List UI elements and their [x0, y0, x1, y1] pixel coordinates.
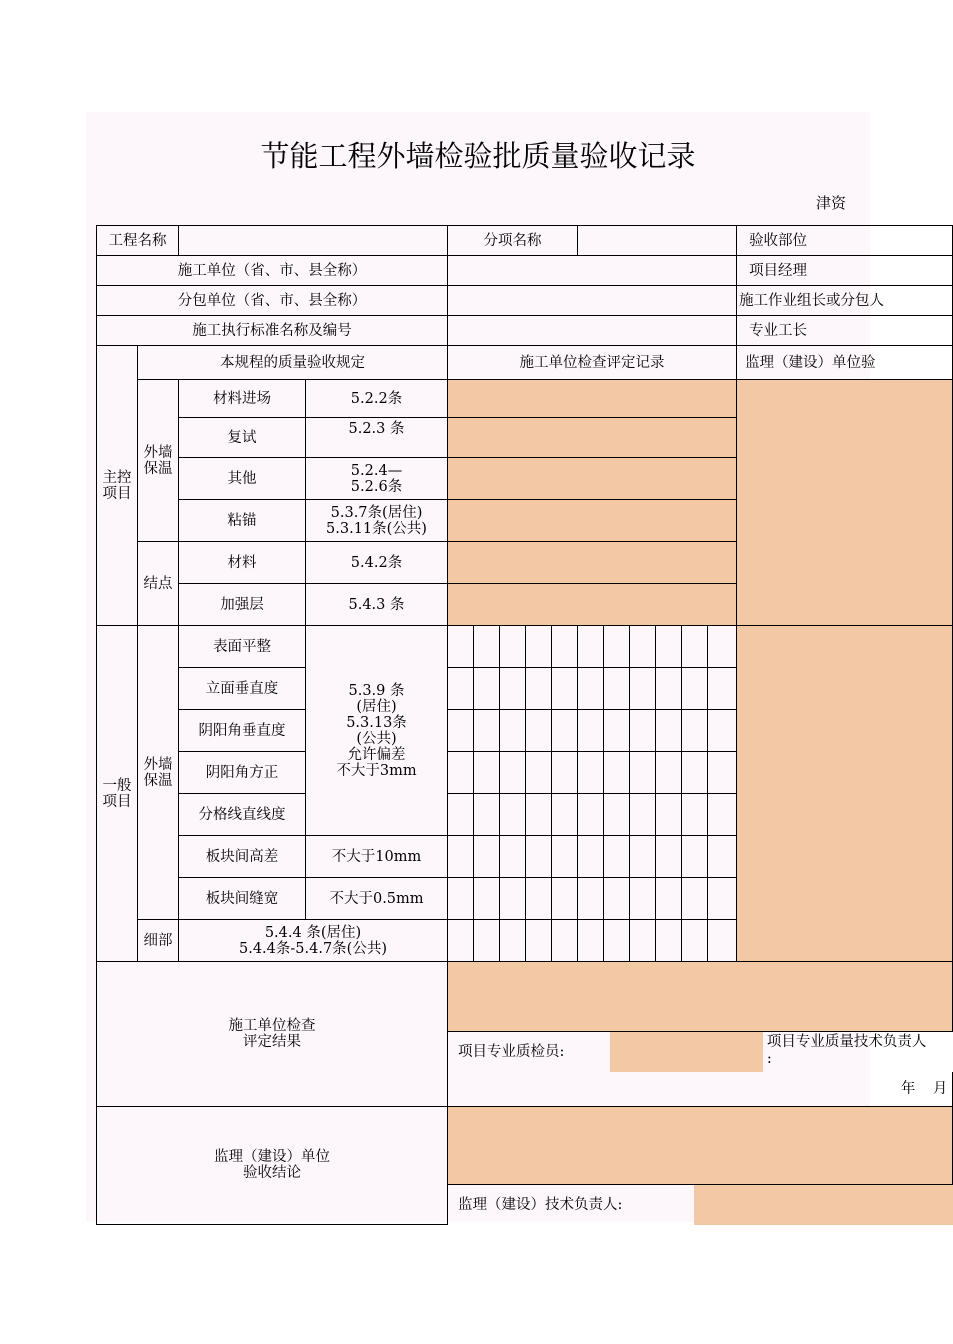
measure-cell[interactable]	[656, 794, 682, 836]
year-label: 年	[900, 1080, 916, 1097]
tech-lead-label	[763, 1032, 953, 1072]
project-name-field[interactable]	[179, 226, 448, 256]
supervisor-result-label-line: 监理（建设）单位	[214, 1149, 330, 1166]
detail-clause-line: 5.4.4 条(居住)	[264, 924, 362, 941]
acceptance-table	[96, 225, 953, 1225]
tolerance-line: (公共)	[356, 730, 397, 747]
main-item-clause-line: 5.2.6条	[350, 478, 403, 495]
measure-cell[interactable]	[448, 836, 474, 878]
main-row	[97, 380, 953, 418]
measure-cell[interactable]	[448, 668, 474, 710]
measure-cell[interactable]	[656, 836, 682, 878]
tolerance-line: 不大于3mm	[336, 762, 417, 779]
main-item-name: 材料进场	[179, 380, 306, 418]
measure-cell[interactable]	[552, 836, 578, 878]
supervisor-sign-line	[448, 1185, 953, 1225]
main-item-clause	[306, 458, 448, 500]
measure-cell[interactable]	[682, 752, 708, 794]
main-item-record[interactable]	[448, 418, 737, 458]
main-item-clause: 5.4.2条	[306, 542, 448, 584]
supervisor-result-row	[97, 1106, 953, 1184]
measure-cell[interactable]	[708, 878, 737, 920]
measure-cell[interactable]	[526, 878, 552, 920]
measure-cell[interactable]	[500, 794, 526, 836]
measure-cell[interactable]	[604, 920, 630, 962]
measure-cell[interactable]	[526, 920, 552, 962]
main-wall-group-label: 外墙保温	[138, 380, 179, 542]
main-item-name: 材料	[179, 542, 306, 584]
general-item-name: 立面垂直度	[179, 668, 306, 710]
measure-cell[interactable]	[526, 668, 552, 710]
spec-header: 本规程的质量验收规定	[138, 346, 448, 380]
measure-cell[interactable]	[630, 626, 656, 668]
measure-cell[interactable]	[526, 836, 552, 878]
main-item-record[interactable]	[448, 458, 737, 500]
measure-cell[interactable]	[578, 668, 604, 710]
measure-cell[interactable]	[604, 878, 630, 920]
measure-cell[interactable]	[578, 920, 604, 962]
measure-cell[interactable]	[474, 836, 500, 878]
measure-cell[interactable]	[526, 752, 552, 794]
measure-cell[interactable]	[526, 794, 552, 836]
supervisor-result-label	[97, 1106, 448, 1225]
contractor-result-label-line: 施工单位检查	[228, 1017, 316, 1034]
supervisor-result-label-line: 验收结论	[243, 1165, 301, 1182]
tolerance-line: 5.3.13条	[346, 714, 407, 731]
measure-cell[interactable]	[500, 836, 526, 878]
measure-cell[interactable]	[500, 878, 526, 920]
header-row-2	[97, 256, 953, 286]
supervisor-header: 监理（建设）单位验	[737, 346, 953, 380]
subcontractor-field[interactable]	[448, 286, 737, 316]
supervisor-tech-label: 监理（建设）技术负责人:	[458, 1196, 623, 1213]
measure-cell[interactable]	[552, 668, 578, 710]
measure-cell[interactable]	[604, 836, 630, 878]
measure-cell[interactable]	[630, 794, 656, 836]
standard-label: 施工执行标准名称及编号	[97, 316, 448, 346]
measure-cell[interactable]	[578, 836, 604, 878]
contractor-sign-cell	[448, 1032, 953, 1073]
measure-cell[interactable]	[682, 626, 708, 668]
measure-cell[interactable]	[474, 878, 500, 920]
general-gap-height-clause: 不大于10mm	[306, 836, 448, 878]
main-item-clause: 5.2.3 条	[306, 418, 448, 458]
main-item-name: 粘锚	[179, 500, 306, 542]
main-item-clause: 5.2.2条	[306, 380, 448, 418]
measure-cell[interactable]	[500, 626, 526, 668]
measure-cell[interactable]	[604, 752, 630, 794]
contractor-result-row	[97, 962, 953, 1032]
measure-cell[interactable]	[708, 920, 737, 962]
foreman-label: 专业工长	[737, 316, 953, 346]
measure-cell[interactable]	[474, 668, 500, 710]
column-header-row	[97, 346, 953, 380]
measure-cell[interactable]	[682, 794, 708, 836]
measure-cell[interactable]	[708, 836, 737, 878]
contractor-date	[448, 1072, 953, 1106]
supervisor-sign-cell	[448, 1184, 953, 1225]
measure-cell[interactable]	[708, 752, 737, 794]
measure-cell[interactable]	[656, 752, 682, 794]
measure-cell[interactable]	[448, 710, 474, 752]
measure-cell[interactable]	[526, 626, 552, 668]
inspector-signature-field[interactable]	[610, 1032, 762, 1072]
general-item-name: 板块间缝宽	[179, 878, 306, 920]
measure-cell[interactable]	[630, 752, 656, 794]
header-row-3	[97, 286, 953, 316]
project-manager-label: 项目经理	[737, 256, 953, 286]
measure-cell[interactable]	[682, 710, 708, 752]
contractor-record-header: 施工单位检查评定记录	[448, 346, 737, 380]
header-row-1	[97, 226, 953, 256]
main-items-label: 主控项目	[97, 346, 138, 626]
tech-lead-label-line: :	[766, 1051, 772, 1067]
contractor-sign-line	[448, 1032, 953, 1072]
contractor-result-label-line: 评定结果	[243, 1033, 301, 1050]
contractor-result-label	[97, 962, 448, 1107]
measure-cell[interactable]	[552, 752, 578, 794]
form-code: 津资	[815, 194, 846, 212]
measure-cell[interactable]	[578, 710, 604, 752]
subcontractor-label: 分包单位（省、市、县全称）	[97, 286, 448, 316]
measure-cell[interactable]	[552, 920, 578, 962]
acceptance-part-label: 验收部位	[737, 226, 953, 256]
contractor-field[interactable]	[448, 256, 737, 286]
general-detail-label: 细部	[138, 920, 179, 962]
form-frame	[96, 225, 948, 1225]
measure-cell[interactable]	[604, 710, 630, 752]
measure-cell[interactable]	[474, 710, 500, 752]
measure-cell[interactable]	[448, 878, 474, 920]
measure-cell[interactable]	[552, 710, 578, 752]
measure-cell[interactable]	[448, 752, 474, 794]
measure-cell[interactable]	[656, 710, 682, 752]
measure-cell[interactable]	[474, 794, 500, 836]
measure-cell[interactable]	[500, 920, 526, 962]
main-item-record[interactable]	[448, 584, 737, 626]
contractor-label: 施工单位（省、市、县全称）	[97, 256, 448, 286]
measure-cell[interactable]	[578, 626, 604, 668]
general-detail-clause	[179, 920, 448, 962]
main-item-clause	[306, 500, 448, 542]
main-item-record[interactable]	[448, 542, 737, 584]
measure-cell[interactable]	[708, 710, 737, 752]
measure-cell[interactable]	[708, 668, 737, 710]
month-label: 月	[932, 1080, 948, 1097]
general-items-label: 一般项目	[97, 626, 138, 962]
header-row-4	[97, 316, 953, 346]
general-item-name: 分格线直线度	[179, 794, 306, 836]
main-item-clause-line: 5.3.11条(公共)	[326, 520, 427, 537]
general-item-name: 表面平整	[179, 626, 306, 668]
measure-cell[interactable]	[630, 836, 656, 878]
measure-cell[interactable]	[448, 920, 474, 962]
general-item-name: 阴阳角方正	[179, 752, 306, 794]
main-item-name: 复试	[179, 418, 306, 458]
measure-cell[interactable]	[578, 752, 604, 794]
measure-cell[interactable]	[630, 878, 656, 920]
general-row	[97, 626, 953, 668]
measure-cell[interactable]	[552, 878, 578, 920]
supervisor-result-field[interactable]	[448, 1106, 953, 1184]
measure-cell[interactable]	[630, 710, 656, 752]
general-gap-width-clause: 不大于0.5mm	[306, 878, 448, 920]
main-joint-group-label: 结点	[138, 542, 179, 626]
supervisor-tech-signature-field[interactable]	[694, 1185, 953, 1225]
measure-cell[interactable]	[682, 878, 708, 920]
measure-cell[interactable]	[604, 794, 630, 836]
tolerance-line: 5.3.9 条	[348, 682, 405, 699]
general-tolerance-clause	[306, 626, 448, 836]
measure-cell[interactable]	[448, 794, 474, 836]
measure-cell[interactable]	[682, 668, 708, 710]
measure-cell[interactable]	[500, 752, 526, 794]
main-supervisor-record[interactable]	[737, 380, 953, 626]
measure-cell[interactable]	[474, 626, 500, 668]
measure-cell[interactable]	[552, 626, 578, 668]
measure-cell[interactable]	[578, 794, 604, 836]
main-item-record[interactable]	[448, 500, 737, 542]
measure-cell[interactable]	[630, 920, 656, 962]
measure-cell[interactable]	[708, 626, 737, 668]
contractor-result-field[interactable]	[448, 962, 953, 1032]
main-item-clause: 5.4.3 条	[306, 584, 448, 626]
standard-field[interactable]	[448, 316, 737, 346]
measure-cell[interactable]	[656, 626, 682, 668]
main-item-record[interactable]	[448, 380, 737, 418]
measure-cell[interactable]	[656, 668, 682, 710]
main-item-name: 加强层	[179, 584, 306, 626]
measure-cell[interactable]	[630, 668, 656, 710]
measure-cell[interactable]	[656, 878, 682, 920]
main-item-clause-line: 5.3.7条(居住)	[330, 504, 423, 521]
general-item-name: 阴阳角垂直度	[179, 710, 306, 752]
general-wall-group-label: 外墙保温	[138, 626, 179, 920]
tolerance-line: 允许偏差	[347, 746, 406, 763]
main-item-name: 其他	[179, 458, 306, 500]
measure-cell[interactable]	[682, 920, 708, 962]
form-title: 节能工程外墙检验批质量验收记录	[260, 139, 696, 173]
measure-cell[interactable]	[500, 710, 526, 752]
measure-cell[interactable]	[656, 920, 682, 962]
tech-lead-label-line: 项目专业质量技术负责人	[766, 1034, 927, 1050]
general-item-name: 板块间高差	[179, 836, 306, 878]
measure-cell[interactable]	[500, 668, 526, 710]
measure-cell[interactable]	[474, 752, 500, 794]
measure-cell[interactable]	[448, 626, 474, 668]
measure-cell[interactable]	[578, 878, 604, 920]
project-name-label: 工程名称	[97, 226, 179, 256]
main-item-clause-line: 5.2.4—	[350, 462, 403, 479]
measure-cell[interactable]	[708, 794, 737, 836]
sub-item-field[interactable]	[578, 226, 737, 256]
measure-cell[interactable]	[526, 710, 552, 752]
measure-cell[interactable]	[604, 626, 630, 668]
team-leader-label: 施工作业组长或分包人	[737, 286, 953, 316]
tolerance-line: (居住)	[356, 698, 397, 715]
measure-cell[interactable]	[552, 794, 578, 836]
detail-clause-line: 5.4.4条-5.4.7条(公共)	[238, 940, 387, 957]
measure-cell[interactable]	[682, 836, 708, 878]
inspector-label: 项目专业质检员:	[458, 1044, 565, 1060]
general-supervisor-record[interactable]	[737, 626, 953, 962]
measure-cell[interactable]	[604, 668, 630, 710]
measure-cell[interactable]	[474, 920, 500, 962]
sub-item-label: 分项名称	[448, 226, 578, 256]
